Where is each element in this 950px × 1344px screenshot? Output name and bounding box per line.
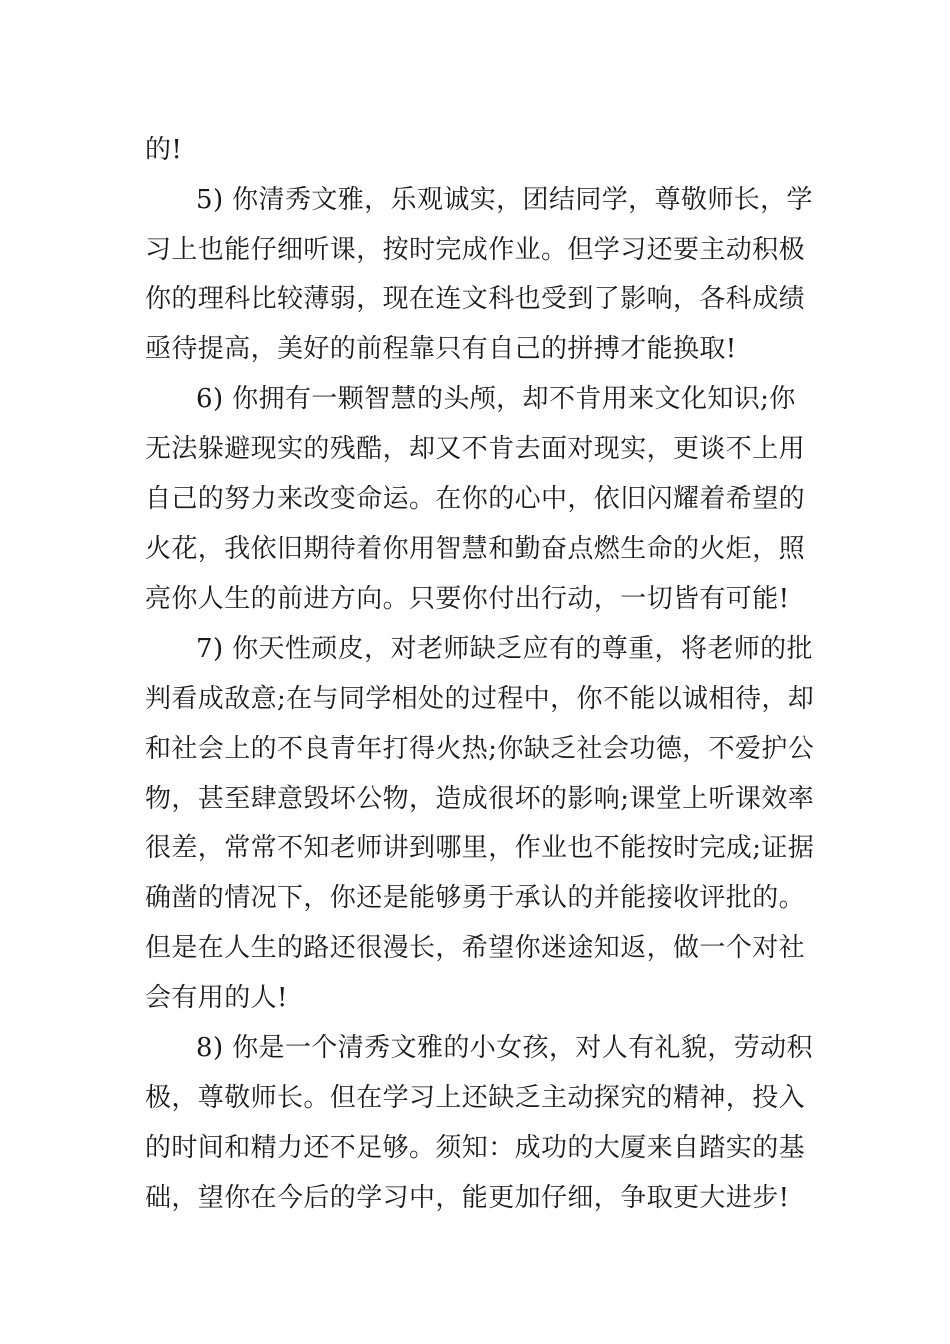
text-line: 会有用的人! [145,983,288,1013]
text-line: 的! [145,135,183,165]
paragraph-6-first-line: 6) 你拥有一颗智慧的头颅，却不肯用来文化知识;你 [196,384,796,414]
text-line: 判看成敌意;在与同学相处的过程中，你不能以诚相待，却 [145,684,815,714]
text-line: 亮你人生的前进方向。只要你付出行动，一切皆有可能! [145,584,790,614]
paragraph-7-first-line: 7) 你天性顽皮，对老师缺乏应有的尊重，将老师的批 [196,634,813,664]
text-line: 火花，我依旧期待着你用智慧和勤奋点燃生命的火炬，照 [145,534,806,564]
text-line: 亟待提高，美好的前程靠只有自己的拼搏才能换取! [145,334,737,364]
paragraph-8-first-line: 8) 你是一个清秀文雅的小女孩，对人有礼貌，劳动积 [196,1033,813,1063]
paragraph-5-first-line: 5) 你清秀文雅，乐观诚实，团结同学，尊敬师长，学 [196,185,813,215]
text-line: 但是在人生的路还很漫长，希望你迷途知返，做一个对社 [145,933,806,963]
text-line: 极，尊敬师长。但在学习上还缺乏主动探究的精神，投入 [145,1083,806,1113]
text-line: 无法躲避现实的残酷，却又不肯去面对现实，更谈不上用 [145,434,806,464]
text-line: 很差，常常不知老师讲到哪里，作业也不能按时完成;证据 [145,833,815,863]
text-line: 础，望你在今后的学习中，能更加仔细，争取更大进步! [145,1183,790,1213]
text-line: 自己的努力来改变命运。在你的心中，依旧闪耀着希望的 [145,484,806,514]
text-line: 的时间和精力还不足够。须知：成功的大厦来自踏实的基 [145,1133,806,1163]
text-line: 确凿的情况下，你还是能够勇于承认的并能接收评批的。 [145,883,806,913]
text-line: 和社会上的不良青年打得火热;你缺乏社会功德，不爱护公 [145,734,815,764]
text-line: 物，甚至肆意毁坏公物，造成很坏的影响;课堂上听课效率 [145,784,815,814]
text-line: 你的理科比较薄弱，现在连文科也受到了影响，各科成绩 [145,284,806,314]
text-line: 习上也能仔细听课，按时完成作业。但学习还要主动积极 [145,235,806,265]
